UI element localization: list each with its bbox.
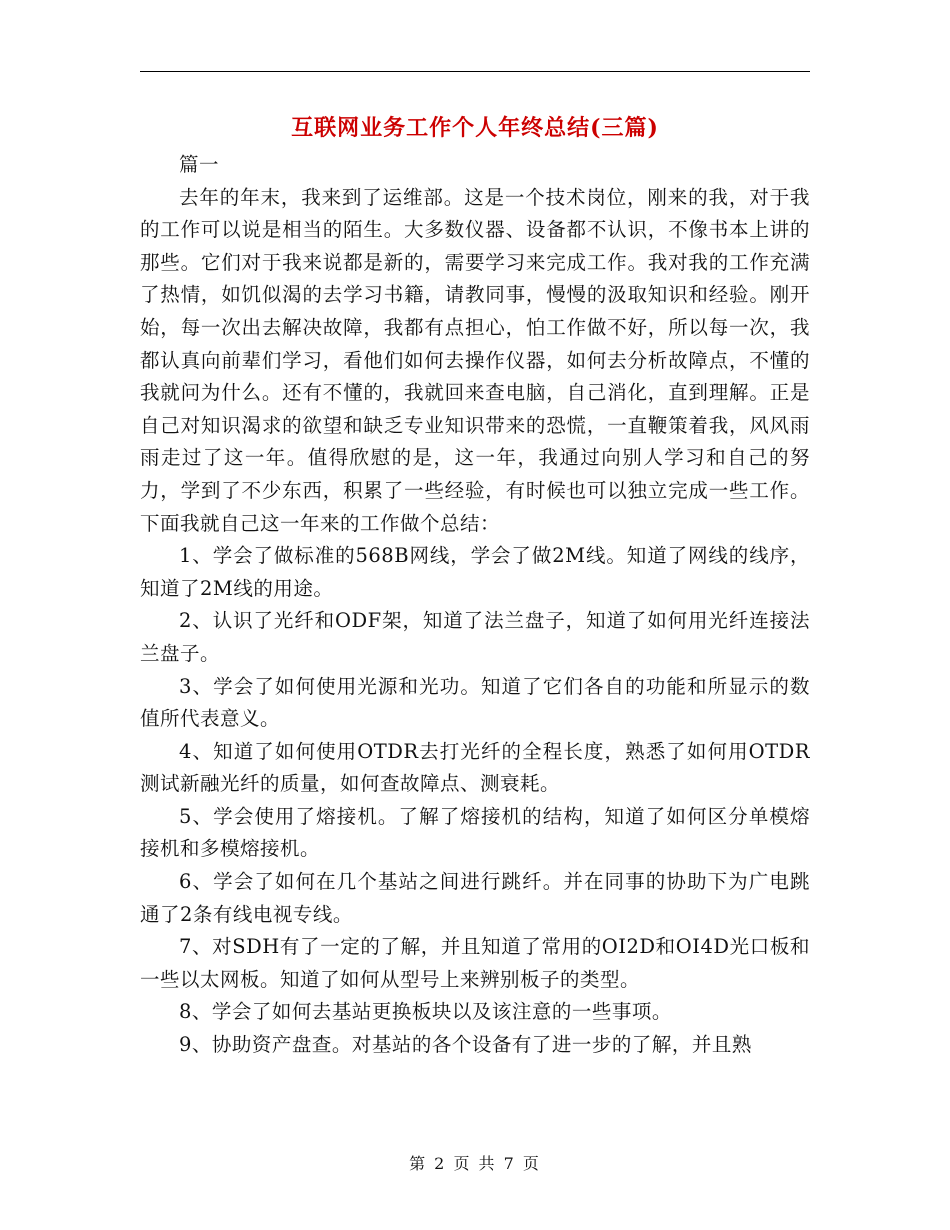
paragraph-intro: 去年的年末，我来到了运维部。这是一个技术岗位，刚来的我，对于我的工作可以说是相当的陌生。大多数仪器、设备都不认识，不像书本上讲的那些。它们对于我来说都是新的，需要学习来完成工作。我对我的工作充满了热情，如饥似渴的去学习书籍，请教同事，慢慢的汲取知识和经验。刚开始，每一次出去解决故障，我都有点担心，怕工作做不好，所以每一次，我都认真向前辈们学习，看他们如何去操作仪器，如何去分析故障点，不懂的我就问为什么。还有不懂的，我就回来查电脑，自己消化，直到理解。正是自己对知识渴求的欲望和缺乏专业知识带来的恐慌，一直鞭策着我，风风雨雨走过了这一年。值得欣慰的是，这一年，我通过向别人学习和自己的努力，学到了不少东西，积累了一些经验，有时候也可以独立完成一些工作。下面我就自己这一年来的工作做个总结： — [140, 185, 810, 535]
section-heading: 篇一 — [179, 153, 220, 176]
list-item-8: 8、学会了如何去基站更换板块以及该注意的一些事项。 — [179, 1000, 672, 1024]
list-item-3: 3、学会了如何使用光源和光功。知道了它们各自的功能和所显示的数值所代表意义。 — [140, 674, 810, 731]
list-item-7: 7、对SDH有了一定的了解，并且知道了常用的OI2D和OI4D光口板和一些以太网板。知道了如何从型号上来辨别板子的类型。 — [140, 935, 810, 991]
list-item-9: 9、协助资产盘查。对基站的各个设备有了进一步的了解，并且熟 — [179, 1033, 752, 1057]
list-item-2: 2、认识了光纤和ODF架，知道了法兰盘子，知道了如何用光纤连接法兰盘子。 — [140, 609, 810, 665]
page-number: 第 2 页 共 7 页 — [409, 1154, 541, 1173]
list-item-6: 6、学会了如何在几个基站之间进行跳纤。并在同事的协助下为广电跳通了2条有线电视专线。 — [140, 870, 810, 926]
list-item-4: 4、知道了如何使用OTDR去打光纤的全程长度，熟悉了如何用OTDR测试新融光纤的质量，如何查故障点、测衰耗。 — [140, 739, 810, 796]
header-rule — [140, 71, 810, 72]
document-body — [140, 149, 810, 1062]
list-item-5: 5、学会使用了熔接机。了解了熔接机的结构，知道了如何区分单模熔接机和多模熔接机。 — [140, 804, 810, 861]
list-item-1: 1、学会了做标准的568B网线，学会了做2M线。知道了网线的线序，知道了2M线的用途。 — [140, 544, 810, 600]
document-title: 互联网业务工作个人年终总结(三篇) — [291, 115, 659, 141]
